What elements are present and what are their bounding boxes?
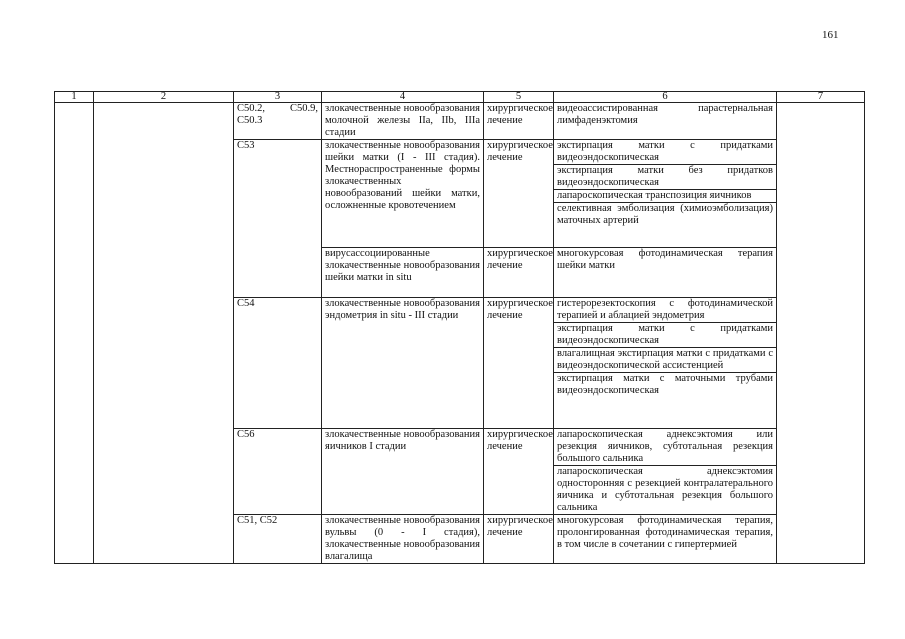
procedure-item: селективная эмболизация (химиоэмболизация) маточных артерий (557, 203, 773, 226)
procedures-cell (554, 515, 777, 564)
procedure-item: экстирпация матки с придатками видеоэндоскопическая (554, 323, 776, 348)
procedure-item: лапароскопическая аднексэктомия или резекция яичников, субтотальная резекция большого сальника (554, 429, 776, 466)
procedure-item: влагалищная экстирпация матки с придатками с видеоэндоскопической ассистенцией (554, 348, 776, 373)
col7-cell (777, 103, 865, 564)
column-header-1: 1 (55, 92, 94, 103)
procedure-item: гистерорезектоскопия с фотодинамической терапией и аблацией эндометрия (554, 298, 776, 323)
procedures-cell (554, 140, 777, 248)
col1-cell (55, 103, 94, 564)
medical-procedures-table (54, 91, 865, 564)
procedure-item: экстирпация матки с маточными трубами видеоэндоскопическая (557, 373, 773, 396)
treatment-cell: хирургическое лечение (484, 103, 554, 140)
treatment-cell: хирургическое лечение (484, 429, 554, 515)
procedure-item: экстирпация матки с придатками видеоэндоскопическая (554, 140, 776, 165)
diagnosis-cell: злокачественные новообразования вульвы (0 - I стадия), злокачественные новообразования влагалища (322, 515, 484, 564)
table-row (55, 103, 865, 140)
column-header-4: 4 (322, 92, 484, 103)
icd-codes-cell: C53 (234, 140, 322, 298)
treatment-cell: хирургическое лечение (484, 515, 554, 564)
procedures-cell (554, 298, 777, 429)
column-header-7: 7 (777, 92, 865, 103)
procedure-item: экстирпация матки без придатков видеоэндоскопическая (554, 165, 776, 190)
diagnosis-cell: злокачественные новообразования яичников I стадии (322, 429, 484, 515)
icd-codes-cell: C50.2, C50.9, C50.3 (234, 103, 322, 140)
procedure-item: лапароскопическая транспозиция яичников (554, 190, 776, 203)
diagnosis-cell: злокачественные новообразования молочной железы IIa, IIb, IIIa стадии (322, 103, 484, 140)
procedure-item: лапароскопическая аднексэктомия односторонняя с резекцией контралатерального яичника и субтотальная резекция большого сальника (557, 466, 773, 513)
column-header-3: 3 (234, 92, 322, 103)
procedure-item: видеоассистированная парастернальная лимфаденэктомия (557, 103, 773, 126)
column-number-row (55, 92, 865, 103)
treatment-cell: хирургическое лечение (484, 140, 554, 248)
page-number: 161 (822, 29, 839, 41)
icd-codes-cell: C54 (234, 298, 322, 429)
treatment-cell: хирургическое лечение (484, 248, 554, 298)
procedures-cell (554, 429, 777, 515)
column-header-5: 5 (484, 92, 554, 103)
diagnosis-cell: злокачественные новообразования шейки матки (I - III стадия). Местнораспространенные формы злокачественных новообразований шейки матки, осложненные кровотечением (322, 140, 484, 248)
icd-codes-cell: C51, C52 (234, 515, 322, 564)
col2-cell (94, 103, 234, 564)
procedure-item: многокурсовая фотодинамическая терапия шейки матки (557, 248, 773, 271)
column-header-6: 6 (554, 92, 777, 103)
procedure-item: многокурсовая фотодинамическая терапия, пролонгированная фотодинамическая терапия, в том числе в сочетании с гипертермией (557, 515, 773, 550)
diagnosis-cell: злокачественные новообразования эндометрия in situ - III стадии (322, 298, 484, 429)
procedures-cell (554, 103, 777, 140)
treatment-cell: хирургическое лечение (484, 298, 554, 429)
icd-codes-cell: C56 (234, 429, 322, 515)
diagnosis-cell: вирусассоциированные злокачественные новообразования шейки матки in situ (322, 248, 484, 298)
column-header-2: 2 (94, 92, 234, 103)
procedures-cell (554, 248, 777, 298)
